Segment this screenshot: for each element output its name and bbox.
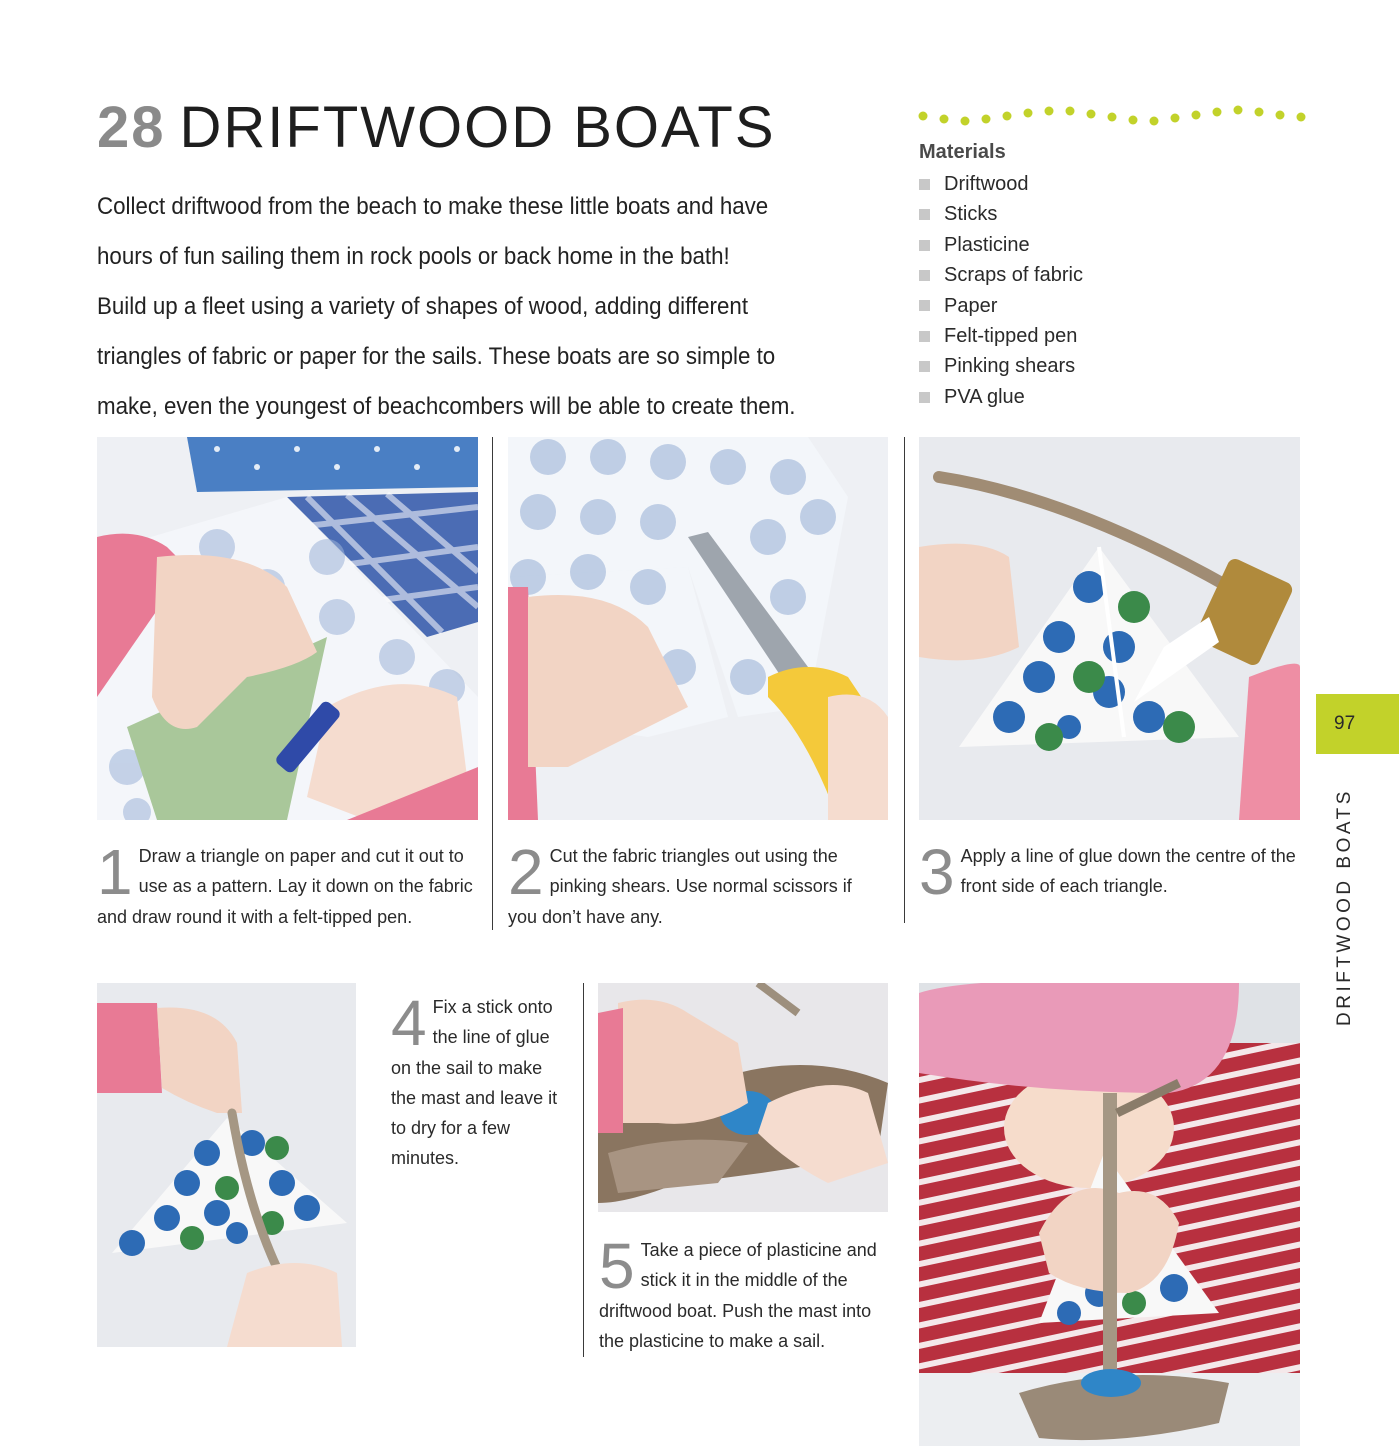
square-bullet-icon bbox=[919, 270, 930, 281]
material-item: Plasticine bbox=[919, 230, 1083, 260]
step-text: Fix a stick onto the line of glue on the sail to make the mast and leave it to dry for a few minutes. bbox=[391, 997, 558, 1169]
step-text: Apply a line of glue down the centre of the front side of each triangle. bbox=[960, 846, 1296, 897]
column-divider bbox=[904, 437, 905, 923]
step-text: Cut the fabric triangles out using the pinking shears. Use normal scissors if you don’t have any. bbox=[508, 846, 852, 927]
step-number: 3 bbox=[919, 836, 955, 908]
material-item: Driftwood bbox=[919, 169, 1083, 199]
column-divider bbox=[492, 437, 493, 930]
step-text: Take a piece of plasticine and stick it in the middle of the driftwood boat. Push the mast into the plasticine to make a sail. bbox=[599, 1240, 877, 1351]
material-item: Felt-tipped pen bbox=[919, 321, 1083, 351]
step-2-photo bbox=[508, 437, 888, 820]
step-3-photo bbox=[919, 437, 1300, 820]
step-2-instructions bbox=[508, 836, 878, 932]
intro-line: Collect driftwood from the beach to make these little boats and have bbox=[97, 193, 769, 220]
step-number: 1 bbox=[97, 836, 133, 908]
material-item: Scraps of fabric bbox=[919, 260, 1083, 290]
step-number: 5 bbox=[599, 1230, 635, 1302]
final-boat-photo bbox=[919, 983, 1300, 1446]
square-bullet-icon bbox=[919, 361, 930, 372]
square-bullet-icon bbox=[919, 331, 930, 342]
project-number: 28 bbox=[97, 95, 166, 160]
material-item: Sticks bbox=[919, 199, 1083, 229]
intro-line: triangles of fabric or paper for the sails. These boats are so simple to bbox=[97, 343, 776, 370]
step-number: 2 bbox=[508, 836, 544, 908]
step-5-instructions bbox=[599, 1230, 894, 1356]
step-text: Draw a triangle on paper and cut it out to use as a pattern. Lay it down on the fabric and draw round it with a felt-tipped pen. bbox=[97, 846, 473, 927]
step-4-photo bbox=[97, 983, 356, 1347]
intro-line: make, even the youngest of beachcombers will be able to create them. bbox=[97, 393, 796, 420]
project-title: DRIFTWOOD BOATS bbox=[179, 95, 776, 160]
materials-heading: Materials bbox=[919, 141, 1006, 163]
column-divider bbox=[583, 983, 584, 1357]
page-number: 97 bbox=[1334, 713, 1356, 734]
square-bullet-icon bbox=[919, 179, 930, 190]
intro-paragraph bbox=[97, 182, 897, 432]
material-item: Pinking shears bbox=[919, 351, 1083, 381]
material-item: Paper bbox=[919, 291, 1083, 321]
step-3-instructions bbox=[919, 836, 1299, 908]
square-bullet-icon bbox=[919, 392, 930, 403]
step-1-photo bbox=[97, 437, 478, 820]
material-item: PVA glue bbox=[919, 382, 1083, 412]
intro-line: Build up a fleet using a variety of shapes of wood, adding different bbox=[97, 293, 749, 320]
decorative-dot-wave-icon bbox=[918, 103, 1308, 133]
square-bullet-icon bbox=[919, 300, 930, 311]
intro-line: hours of fun sailing them in rock pools or back home in the bath! bbox=[97, 243, 730, 270]
square-bullet-icon bbox=[919, 240, 930, 251]
page-number-tab bbox=[1316, 694, 1399, 754]
page-title bbox=[97, 96, 776, 160]
square-bullet-icon bbox=[919, 209, 930, 220]
step-number: 4 bbox=[391, 987, 427, 1059]
step-5-photo bbox=[598, 983, 888, 1212]
chapter-side-label: DRIFTWOOD BOATS bbox=[1334, 788, 1355, 1026]
step-4-instructions bbox=[391, 987, 571, 1174]
step-1-instructions bbox=[97, 836, 482, 932]
materials-list bbox=[919, 139, 1083, 412]
